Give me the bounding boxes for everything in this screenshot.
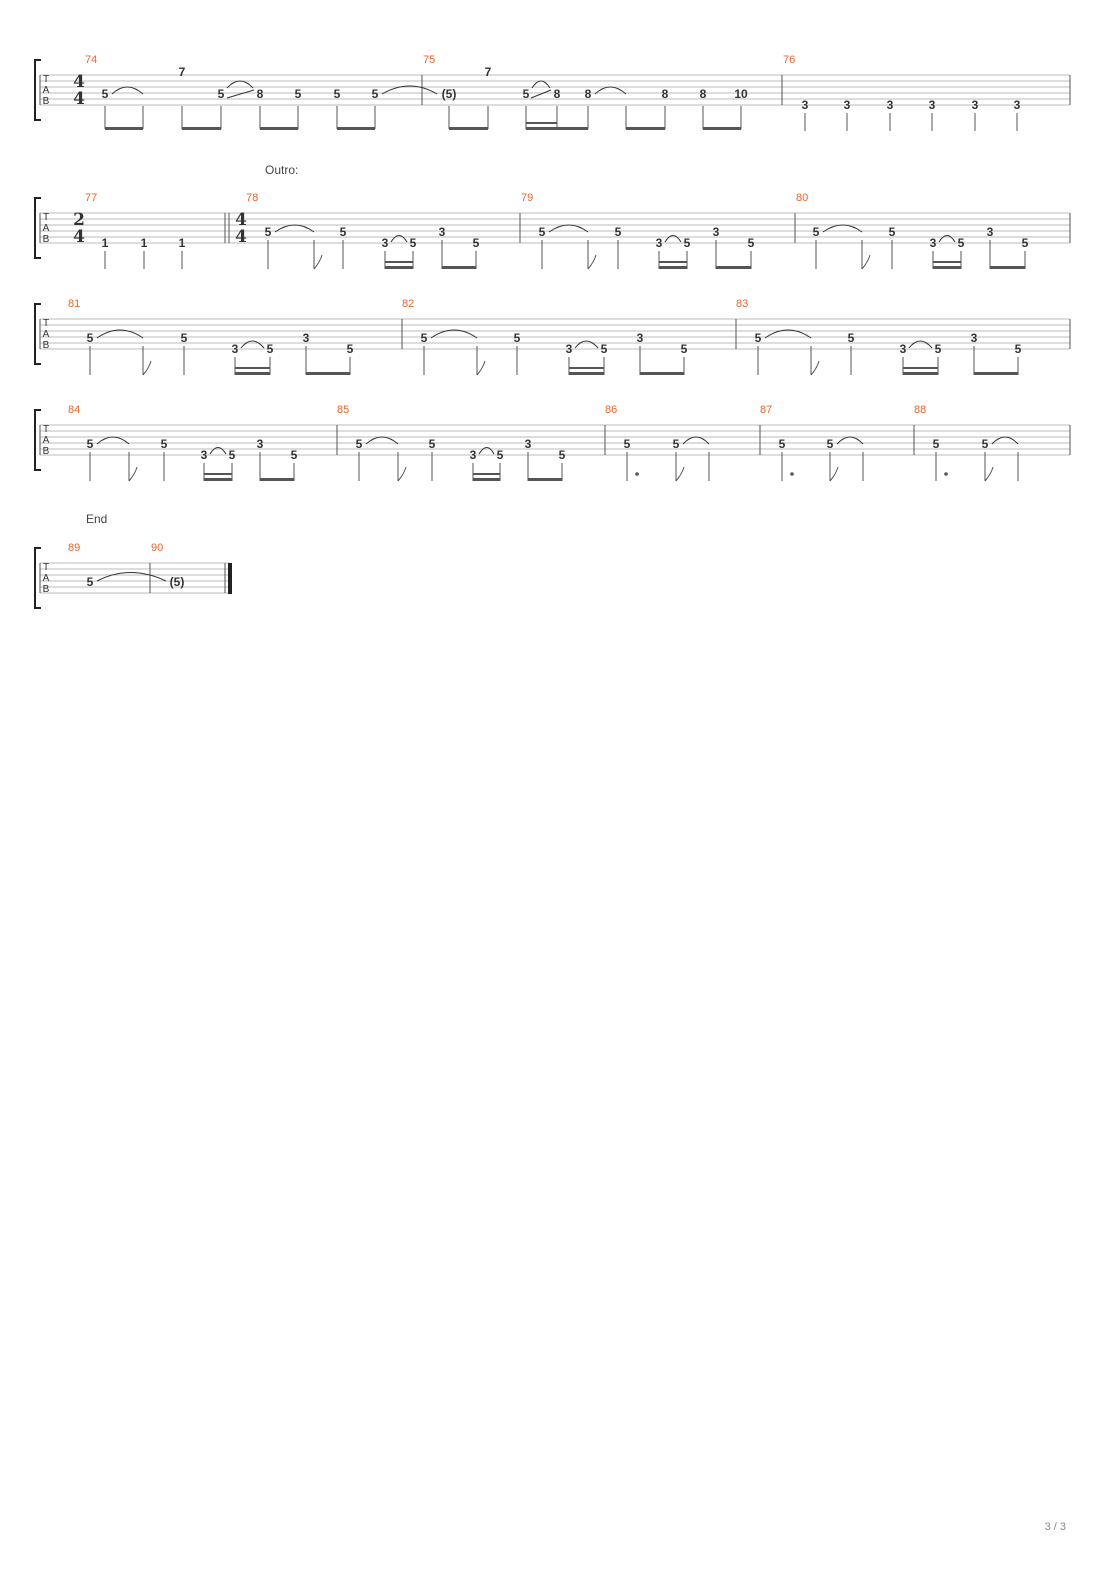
fret-number: 5 — [428, 437, 436, 451]
fret-number: 5 — [1014, 342, 1022, 356]
fret-number: 3 — [899, 342, 907, 356]
fret-number: 5 — [623, 437, 631, 451]
tie — [479, 448, 494, 455]
final-barline — [228, 563, 232, 594]
fret-number: 5 — [496, 448, 504, 462]
fret-number: 5 — [339, 225, 347, 239]
beam — [235, 367, 270, 369]
fret-number: 3 — [524, 437, 532, 451]
flag — [314, 255, 322, 269]
tab-letter: B — [42, 584, 50, 595]
fret-number: 5 — [538, 225, 546, 239]
fret-number: 3 — [929, 236, 937, 250]
fret-number: 5 — [294, 87, 302, 101]
measure-number: 80 — [796, 192, 809, 204]
slide — [227, 90, 254, 98]
fret-number: 3 — [928, 98, 936, 112]
fret-number: 5 — [888, 225, 896, 239]
time-signature-numerator: 4 — [73, 72, 85, 92]
beam — [449, 127, 488, 130]
fret-number: 3 — [1013, 98, 1021, 112]
measure-number: 85 — [337, 404, 350, 416]
tab-letter: A — [42, 573, 50, 584]
tab-letter: B — [42, 234, 50, 245]
fret-number: 5 — [680, 342, 688, 356]
beam — [990, 266, 1025, 269]
section-label-end: End — [86, 512, 108, 526]
tab-letter: A — [42, 329, 50, 340]
fret-number: 5 — [747, 236, 755, 250]
system-1 — [35, 54, 1070, 131]
fret-number: 5 — [86, 575, 94, 589]
beam — [703, 127, 741, 130]
fret-number: 5 — [180, 331, 188, 345]
beam — [626, 127, 665, 130]
fret-number: 1 — [140, 236, 148, 250]
beam — [933, 261, 961, 263]
beam — [659, 266, 687, 269]
fret-number: 3 — [302, 331, 310, 345]
fret-number: 8 — [699, 87, 707, 101]
tab-letter: A — [42, 85, 50, 96]
fret-number: 5 — [957, 236, 965, 250]
fret-number: 5 — [217, 87, 225, 101]
beam — [204, 473, 232, 475]
tab-letter: A — [42, 223, 50, 234]
measure-number: 83 — [736, 298, 749, 310]
tab-letter: T — [42, 424, 50, 435]
fret-number: 3 — [801, 98, 809, 112]
fret-number: 5 — [778, 437, 786, 451]
fret-number: 1 — [178, 236, 186, 250]
fret-number: 8 — [553, 87, 561, 101]
fret-number: 5 — [86, 437, 94, 451]
system-2 — [35, 163, 1070, 269]
fret-number: 5 — [333, 87, 341, 101]
system-4 — [35, 404, 1070, 481]
beam — [306, 372, 350, 375]
tie — [939, 236, 955, 243]
fret-number: 8 — [661, 87, 669, 101]
fret-number: 5 — [472, 236, 480, 250]
fret-number: 5 — [683, 236, 691, 250]
fret-number: 5 — [409, 236, 417, 250]
beam — [473, 478, 500, 481]
fret-number: 3 — [886, 98, 894, 112]
fret-number: 8 — [584, 87, 592, 101]
fret-number: 5 — [346, 342, 354, 356]
fret-number: 3 — [636, 331, 644, 345]
measure-number: 90 — [151, 542, 164, 554]
measure-number: 89 — [68, 542, 81, 554]
fret-number: 5 — [812, 225, 820, 239]
measure-number: 88 — [914, 404, 927, 416]
beam — [526, 127, 588, 130]
measure-number: 77 — [85, 192, 98, 204]
fret-number: 3 — [712, 225, 720, 239]
measure-number: 76 — [783, 54, 796, 66]
flag — [477, 361, 485, 375]
beam — [337, 127, 375, 130]
measure-number: 86 — [605, 404, 618, 416]
fret-number: 5 — [355, 437, 363, 451]
fret-number: 3 — [381, 236, 389, 250]
fret-number: 5 — [101, 87, 109, 101]
time-signature-numerator: 4 — [235, 210, 247, 230]
tab-letter: B — [42, 340, 50, 351]
tab-letter: T — [42, 212, 50, 223]
fret-number: 10 — [734, 87, 748, 101]
tab-letter: T — [42, 562, 50, 573]
section-label-outro: Outro: — [265, 163, 299, 177]
beam — [659, 261, 687, 263]
measure-number: 81 — [68, 298, 81, 310]
fret-number: 3 — [469, 448, 477, 462]
tab-letter: T — [42, 74, 50, 85]
beam — [473, 473, 500, 475]
fret-number: 5 — [614, 225, 622, 239]
fret-number: 3 — [565, 342, 573, 356]
tie — [210, 448, 226, 455]
fret-number: 5 — [264, 225, 272, 239]
time-signature-denominator: 4 — [235, 227, 247, 247]
fret-number: (5) — [169, 575, 185, 589]
tie — [575, 341, 598, 348]
system-3 — [35, 298, 1070, 375]
tie — [241, 341, 264, 348]
beam — [260, 127, 298, 130]
flag — [143, 361, 151, 375]
flag — [588, 255, 596, 269]
flag — [129, 467, 137, 481]
fret-number: 5 — [513, 331, 521, 345]
measure-number: 75 — [423, 54, 436, 66]
fret-number: 3 — [970, 331, 978, 345]
beam — [204, 478, 232, 481]
beam — [235, 372, 270, 375]
fret-number: 3 — [986, 225, 994, 239]
beam — [260, 478, 294, 481]
beam — [569, 367, 604, 369]
flag — [985, 467, 993, 481]
fret-number: 5 — [371, 87, 379, 101]
fret-number: 7 — [484, 65, 492, 79]
fret-number: 5 — [558, 448, 566, 462]
beam — [716, 266, 751, 269]
beam — [569, 372, 604, 375]
fret-number: 5 — [826, 437, 834, 451]
fret-number: 3 — [200, 448, 208, 462]
time-signature-denominator: 4 — [73, 227, 85, 247]
tab-letter: B — [42, 446, 50, 457]
beam — [385, 266, 413, 269]
measure-number: 87 — [760, 404, 773, 416]
dot — [635, 472, 639, 476]
fret-number: 3 — [256, 437, 264, 451]
fret-number: 5 — [290, 448, 298, 462]
tab-letter: A — [42, 435, 50, 446]
fret-number: 5 — [228, 448, 236, 462]
measure-number: 79 — [521, 192, 534, 204]
fret-number: 5 — [522, 87, 530, 101]
fret-number: 3 — [971, 98, 979, 112]
tie — [909, 341, 932, 348]
fret-number: 5 — [932, 437, 940, 451]
measure-number: 78 — [246, 192, 259, 204]
page-footer: 3 / 3 — [1044, 1521, 1066, 1533]
fret-number: 7 — [178, 65, 186, 79]
system-5 — [35, 512, 232, 608]
fret-number: 5 — [160, 437, 168, 451]
tab-letter: T — [42, 318, 50, 329]
tab-letter: B — [42, 96, 50, 107]
measure-number: 84 — [68, 404, 81, 416]
flag — [811, 361, 819, 375]
tie — [665, 236, 681, 243]
beam — [640, 372, 684, 375]
fret-number: 3 — [438, 225, 446, 239]
fret-number: 5 — [672, 437, 680, 451]
fret-number: 3 — [843, 98, 851, 112]
beam — [526, 122, 557, 124]
fret-number: 5 — [420, 331, 428, 345]
fret-number: (5) — [441, 87, 457, 101]
beam — [903, 372, 938, 375]
fret-number: 5 — [266, 342, 274, 356]
fret-number: 5 — [754, 331, 762, 345]
fret-number: 8 — [256, 87, 264, 101]
beam — [442, 266, 476, 269]
slide — [531, 90, 551, 98]
fret-number: 5 — [600, 342, 608, 356]
beam — [528, 478, 562, 481]
fret-number: 5 — [934, 342, 942, 356]
dot — [790, 472, 794, 476]
flag — [676, 467, 684, 481]
fret-number: 5 — [86, 331, 94, 345]
beam — [182, 127, 221, 130]
tie — [97, 573, 166, 582]
fret-number: 5 — [1021, 236, 1029, 250]
dot — [944, 472, 948, 476]
flag — [398, 467, 406, 481]
fret-number: 1 — [101, 236, 109, 250]
beam — [385, 261, 413, 263]
beam — [933, 266, 961, 269]
fret-number: 3 — [655, 236, 663, 250]
tie — [391, 236, 407, 243]
fret-number: 3 — [231, 342, 239, 356]
beam — [974, 372, 1018, 375]
beam — [105, 127, 143, 130]
beam — [903, 367, 938, 369]
time-signature-denominator: 4 — [73, 89, 85, 109]
fret-number: 5 — [847, 331, 855, 345]
measure-number: 74 — [85, 54, 98, 66]
fret-number: 5 — [981, 437, 989, 451]
beams — [105, 122, 741, 130]
flag — [862, 255, 870, 269]
flag — [830, 467, 838, 481]
time-signature-numerator: 2 — [73, 210, 85, 230]
measure-number: 82 — [402, 298, 415, 310]
